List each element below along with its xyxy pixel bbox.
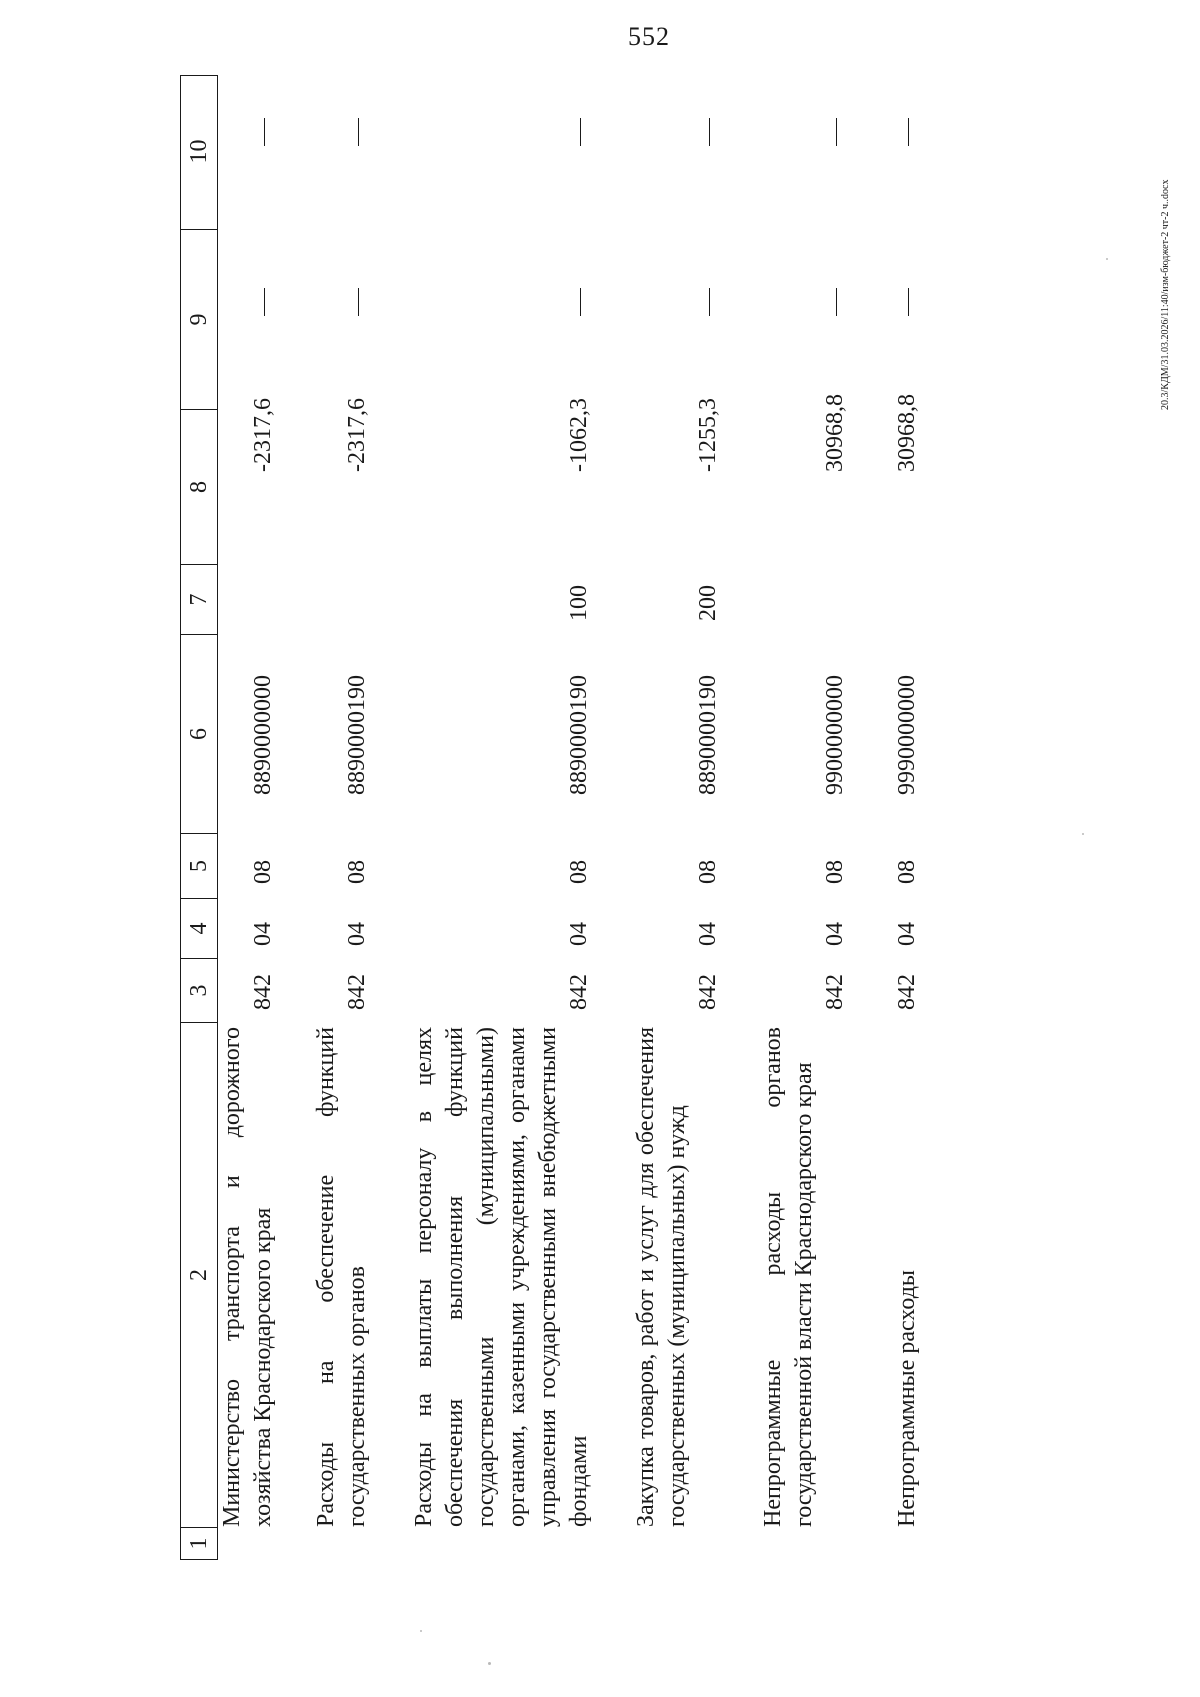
header-cell-8: 8 [181,410,217,565]
row-dash-col10 [358,118,359,146]
row-code-col3: 842 [894,974,920,1010]
row-dash-col9 [836,288,837,316]
row-description: Министерство транспорта и дорожного хозяйства Краснодарского края [219,1027,276,1527]
row-code-col4: 04 [894,922,920,946]
page-number: 552 [628,22,670,51]
row-code-col3: 842 [566,974,592,1010]
row-code-col4: 04 [250,922,276,946]
scan-speck [1082,833,1084,835]
header-cell-4: 4 [181,899,217,959]
row-description: Непрограммные расходы органов государственной власти Краснодарского края [760,1027,817,1527]
row-description: Непрограммные расходы [894,1269,920,1527]
table-header [180,75,218,1560]
header-cell-1: 1 [185,1537,212,1550]
footer-file-path: 20.3/КДМ/31.03.2026/11:40/изм-бюджет-2 чт-2 ч..docx [1160,179,1171,410]
row-code-col4: 04 [344,922,370,946]
row-dash-col9 [908,288,909,316]
row-code-col5: 08 [250,860,276,884]
header-cell-3: 3 [181,959,217,1023]
scan-speck [420,1630,422,1632]
row-code-col6: 8890000190 [344,675,370,795]
row-code-col3: 842 [344,974,370,1010]
row-code-col4: 04 [695,922,721,946]
scan-speck [1106,258,1108,260]
row-code-col3: 842 [695,974,721,1010]
row-code-col5: 08 [894,860,920,884]
row-code-col3: 842 [822,974,848,1010]
row-dash-col9 [358,288,359,316]
row-amount-col8: -1255,3 [695,398,721,472]
row-code-col5: 08 [344,860,370,884]
budget-table [180,75,980,1560]
header-cell-6: 6 [181,635,217,834]
row-code-col7: 100 [566,585,592,621]
row-dash-col10 [836,118,837,146]
row-amount-col8: -2317,6 [250,398,276,472]
header-cell-7: 7 [181,565,217,635]
row-amount-col8: 30968,8 [894,394,920,472]
row-code-col4: 04 [566,922,592,946]
row-amount-col8: -1062,3 [566,398,592,472]
row-dash-col9 [709,288,710,316]
row-dash-col9 [580,288,581,316]
header-cell-9: 9 [181,230,217,410]
header-cell-10: 10 [181,74,217,230]
row-description: Расходы на выплаты персоналу в целях обеспечения выполнения функций государственными (муниципальными) органами, казенными учреждениями, органами управления государственными внебюджетными фондами [411,1027,592,1527]
row-code-col7: 200 [695,585,721,621]
row-code-col6: 8890000000 [250,675,276,795]
row-description: Расходы на обеспечение функций государственных органов [313,1027,370,1527]
row-dash-col10 [709,118,710,146]
row-code-col6: 9900000000 [822,675,848,795]
row-dash-col10 [580,118,581,146]
row-code-col5: 08 [822,860,848,884]
row-dash-col10 [264,118,265,146]
row-code-col4: 04 [822,922,848,946]
row-amount-col8: -2317,6 [344,398,370,472]
row-code-col5: 08 [695,860,721,884]
row-code-col5: 08 [566,860,592,884]
scan-speck [488,1662,491,1665]
row-code-col6: 8890000190 [695,675,721,795]
header-cell-2: 2 [181,1023,217,1528]
row-dash-col10 [908,118,909,146]
row-dash-col9 [264,288,265,316]
row-code-col6: 8890000190 [566,675,592,795]
row-code-col6: 9990000000 [894,675,920,795]
row-amount-col8: 30968,8 [822,394,848,472]
row-code-col3: 842 [250,974,276,1010]
header-cell-5: 5 [181,834,217,899]
row-description: Закупка товаров, работ и услуг для обеспечения государственных (муниципальных) нужд [633,1027,690,1527]
